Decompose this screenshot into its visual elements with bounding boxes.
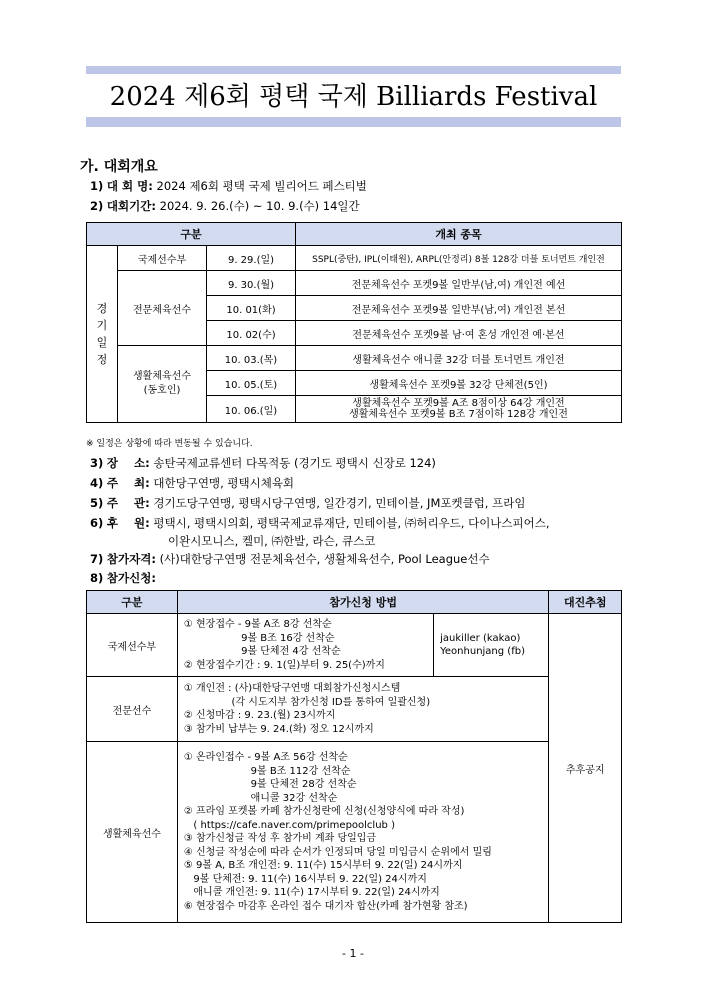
schedule-division: 국제선수부 <box>118 246 207 271</box>
schedule-date: 9. 29.(일) <box>207 246 296 271</box>
schedule-table <box>86 222 622 423</box>
schedule-head-category: 구분 <box>87 223 296 246</box>
schedule-note: ※ 일정은 상황에 따라 변동될 수 있습니다. <box>86 439 253 449</box>
detail-line-6-cont: 이완시모니스, 켈미, ㈜한발, 라슨, 큐스코 <box>168 534 376 548</box>
detail-line-7: 7) 참가자격: (사)대한당구연맹 전문체육선수, 생활체육선수, Pool League선수 <box>90 552 490 566</box>
schedule-division: 생활체육선수 (동호인) <box>118 346 207 423</box>
schedule-division: 전문체육선수 <box>118 271 207 346</box>
detail-line-6: 6) 후 원: 평택시, 평택시의회, 평택국제교류재단, 민테이블, ㈜허리우드, 다이나스피어스, <box>90 516 550 530</box>
registration-table <box>86 590 622 923</box>
schedule-event: 전문체육선수 포켓9볼 일반부(남,여) 개인전 본선 <box>296 296 622 321</box>
overview-line-2: 2) 대회기간: 2024. 9. 26.(수) ~ 10. 9.(수) 14일간 <box>90 199 360 213</box>
schedule-head-event: 개최 종목 <box>296 223 622 246</box>
registration-method: ① 개인전 : (사)대한당구연맹 대회참가신청시스템 (각 시도지부 참가신청 ID를 통하여 일괄신청) ② 신청마감 : 9. 23.(월) 23시까지 ③ 참가비 납부는 9. 24.(화) 정오 12시까지 <box>177 677 549 742</box>
schedule-date: 10. 01(화) <box>207 296 296 321</box>
schedule-group-label: 경 기 일 정 <box>87 246 118 423</box>
detail-line-3: 3) 장 소: 송탄국제교류센터 다목적동 (경기도 평택시 신장로 124) <box>90 456 436 470</box>
registration-draw: 추후공지 <box>549 614 622 923</box>
schedule-event: 생활체육선수 애니콜 32강 더블 토너먼트 개인전 <box>296 346 622 371</box>
schedule-event: 전문체육선수 포켓9볼 남·여 혼성 개인전 예·본선 <box>296 321 622 346</box>
page-number: - 1 - <box>342 947 364 960</box>
registration-head-draw: 대진추첨 <box>549 591 622 614</box>
registration-method: ① 현장접수 - 9볼 A조 8강 선착순 9볼 B조 16강 선착순 9볼 단체전 4강 선착순 ② 현장접수기간 : 9. 1(일)부터 9. 25(수)까지 <box>177 614 433 677</box>
detail-line-8: 8) 참가신청: <box>90 571 156 585</box>
section-heading: 가. 대회개요 <box>80 159 158 175</box>
title-bar-top <box>86 66 621 74</box>
registration-division: 생활체육선수 <box>87 742 178 923</box>
registration-head-category: 구분 <box>87 591 178 614</box>
detail-line-5: 5) 주 관: 경기도당구연맹, 평택시당구연맹, 일간경기, 민테이블, JM포켓클럽, 프라임 <box>90 496 526 510</box>
schedule-event: SSPL(중탄), IPL(이태원), ARPL(안정리) 8볼 128강 더블 토너먼트 개인전 <box>296 246 622 271</box>
schedule-date: 10. 02(수) <box>207 321 296 346</box>
registration-contact: jaukiller (kakao) Yeonhunjang (fb) <box>434 614 549 677</box>
registration-division: 국제선수부 <box>87 614 178 677</box>
registration-division: 전문선수 <box>87 677 178 742</box>
title-bar-bottom <box>86 117 621 127</box>
registration-method: ① 온라인접수 - 9볼 A조 56강 선착순 9볼 B조 112강 선착순 9볼 단체전 28강 선착순 애니콜 32강 선착순 ② 프라임 포켓볼 카페 참가신청란에 신청(신청양식에 따라 작성) ( https://cafe.naver.com/primepoolclub ) ③ 참가신청글 작성 후 참가비 계좌 당일입금 ④ 신청글 작성순에 따라 순서가 인정되며 당일 미입금시 순위에서 밀림 ⑤ 9볼 A, B조 개인전: 9. 11(수) 15시부터 9. 22(일) 24시까지 9볼 단체전: 9. 11(수) 16시부터 9. 22(일) 24시까지 애니콜 개인전: 9. 11(수) 17시부터 9. 22(일) 24시까지 ⑥ 현장접수 마감후 온라인 접수 대기자 합산(카페 참가현황 참조) <box>177 742 549 923</box>
detail-line-4: 4) 주 최: 대한당구연맹, 평택시체육회 <box>90 476 295 490</box>
registration-head-method: 참가신청 방법 <box>177 591 549 614</box>
schedule-date: 10. 03.(목) <box>207 346 296 371</box>
schedule-event: 전문체육선수 포켓9볼 일반부(남,여) 개인전 예선 <box>296 271 622 296</box>
overview-line-1: 1) 대 회 명: 2024 제6회 평택 국제 빌리어드 페스티벌 <box>90 179 367 193</box>
page-title: 2024 제6회 평택 국제 Billiards Festival <box>109 82 598 112</box>
schedule-date: 9. 30.(월) <box>207 271 296 296</box>
schedule-date: 10. 05.(토) <box>207 371 296 396</box>
schedule-event: 생활체육선수 포켓9볼 A조 8점이상 64강 개인전 생활체육선수 포켓9볼 B조 7점이하 128강 개인전 <box>296 396 622 423</box>
schedule-date: 10. 06.(일) <box>207 396 296 423</box>
schedule-event: 생활체육선수 포켓9볼 32강 단체전(5인) <box>296 371 622 396</box>
